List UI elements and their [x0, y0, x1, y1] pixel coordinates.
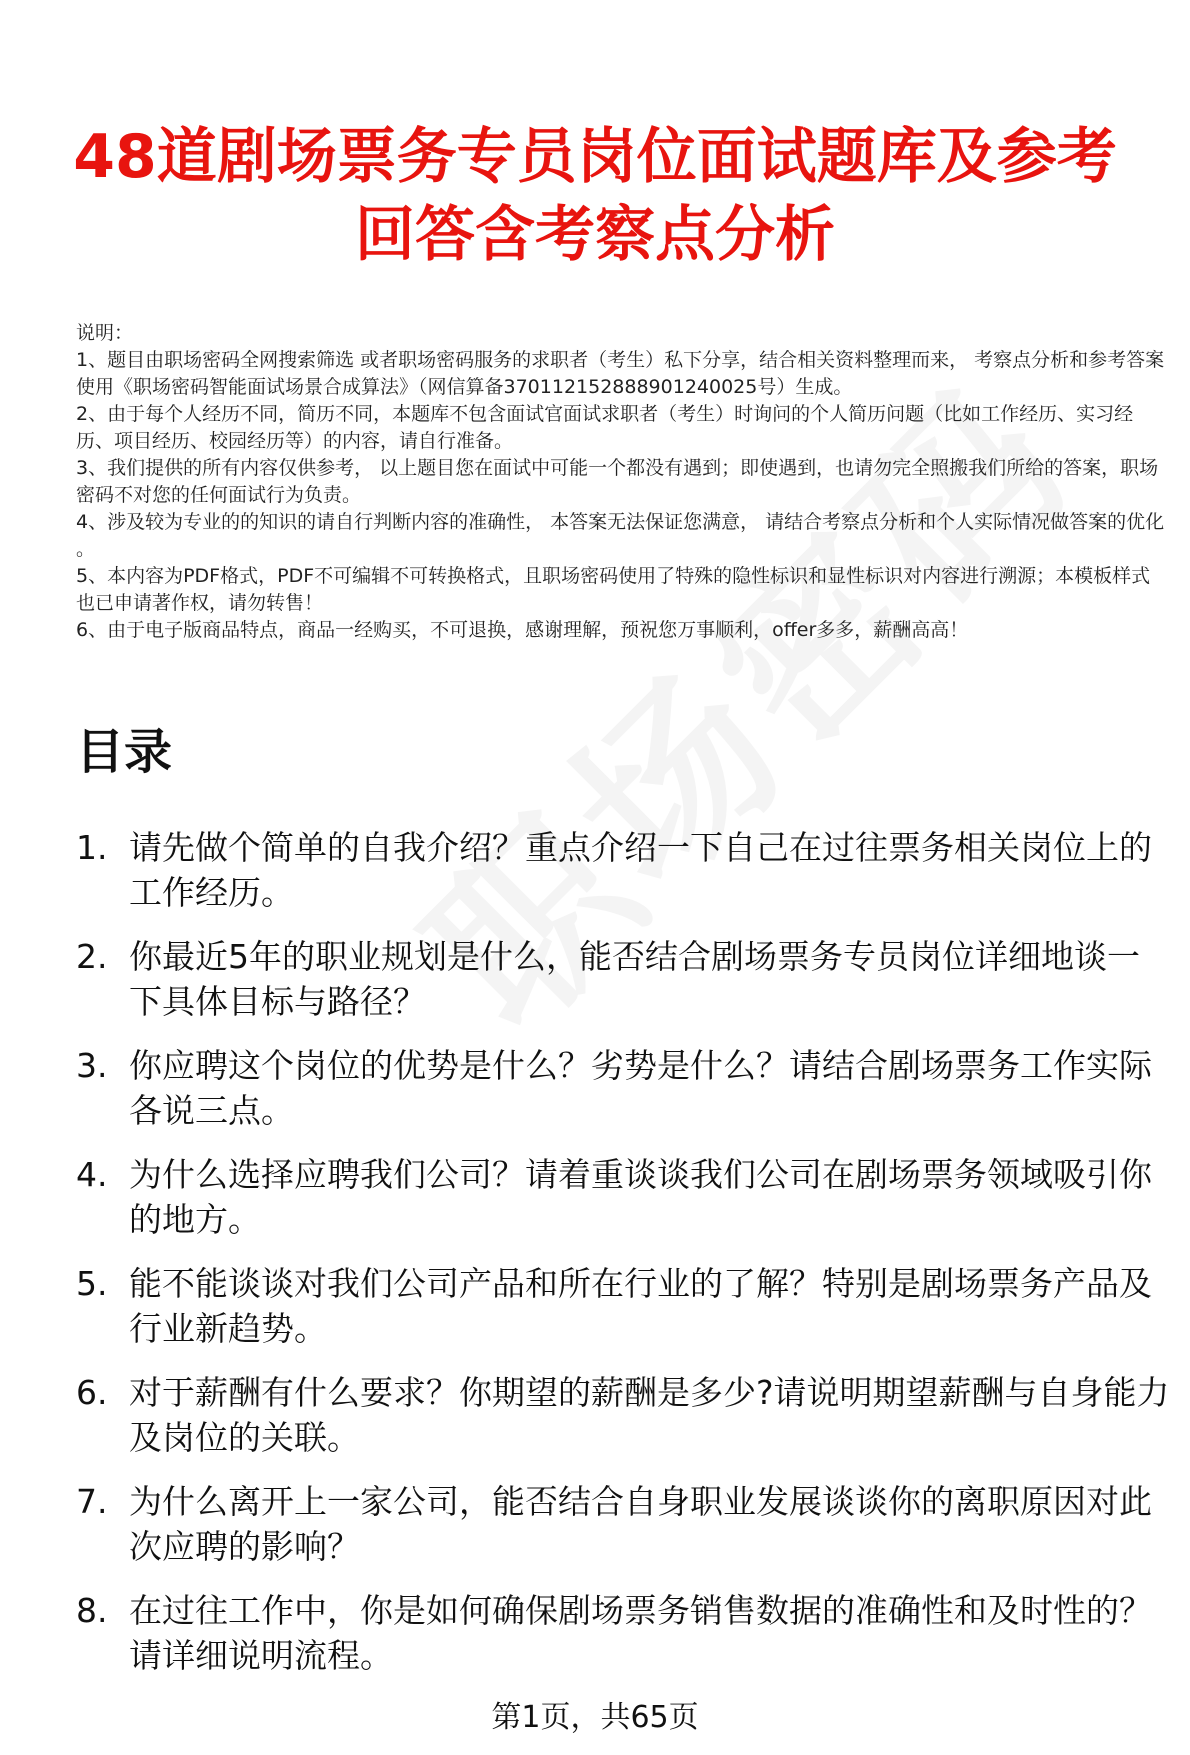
toc-item-number: 2.: [76, 937, 108, 976]
notes-item: 1、题目由职场密码全网搜索筛选 或者职场密码服务的求职者（考生）私下分享，结合相关资料整理而来， 考察点分析和参考答案使用《职场密码智能面试场景合成算法》（网信算备370112152888901240025号）生成。: [76, 349, 1165, 398]
toc-item[interactable]: [76, 1261, 1171, 1351]
toc-item-number: 3.: [76, 1046, 108, 1085]
toc-list: [76, 825, 1171, 1697]
notes-section: [76, 320, 1166, 644]
notes-item: 6、由于电子版商品特点，商品一经购买，不可退换，感谢理解，预祝您万事顺利，offer多多，薪酬高高！: [76, 619, 969, 641]
toc-item-text: 为什么选择应聘我们公司？请着重谈谈我们公司在剧场票务领域吸引你的地方。: [129, 1155, 1152, 1239]
page-number: 第1页，共65页: [491, 1700, 699, 1735]
toc-item-text: 你应聘这个岗位的优势是什么？劣势是什么？请结合剧场票务工作实际各说三点。: [129, 1046, 1152, 1130]
toc-item-text: 对于薪酬有什么要求？你期望的薪酬是多少?请说明期望薪酬与自身能力及岗位的关联。: [129, 1373, 1170, 1457]
toc-item-number: 4.: [76, 1155, 108, 1194]
notes-item: 3、我们提供的所有内容仅供参考， 以上题目您在面试中可能一个都没有遇到；即使遇到，也请勿完全照搬我们所给的答案，职场密码不对您的任何面试行为负责。: [76, 457, 1159, 506]
toc-item[interactable]: [76, 825, 1171, 915]
toc-item[interactable]: [76, 1479, 1171, 1569]
toc-item-text: 在过往工作中，你是如何确保剧场票务销售数据的准确性和及时性的？请详细说明流程。: [129, 1591, 1152, 1675]
toc-item[interactable]: [76, 1043, 1171, 1133]
toc-heading: 目录: [76, 724, 173, 780]
toc-item-number: 6.: [76, 1373, 108, 1412]
toc-item-number: 5.: [76, 1264, 108, 1303]
notes-heading: 说明：: [76, 322, 134, 344]
toc-item-text: 为什么离开上一家公司，能否结合自身职业发展谈谈你的离职原因对此次应聘的影响？: [129, 1482, 1152, 1566]
document-title: 48道剧场票务专员岗位面试题库及参考回答含考察点分析: [73, 122, 1117, 270]
toc-item-number: 1.: [76, 828, 108, 867]
toc-item[interactable]: [76, 1152, 1171, 1242]
notes-item: 4、涉及较为专业的的知识的请自行判断内容的准确性， 本答案无法保证您满意， 请结合考察点分析和个人实际情况做答案的优化 。: [76, 511, 1165, 560]
toc-item-text: 能不能谈谈对我们公司产品和所在行业的了解？特别是剧场票务产品及行业新趋势。: [129, 1264, 1152, 1348]
toc-item[interactable]: [76, 1588, 1171, 1678]
toc-item[interactable]: [76, 1370, 1171, 1460]
notes-item: 2、由于每个人经历不同，简历不同，本题库不包含面试官面试求职者（考生）时询问的个人简历问题（比如工作经历、实习经历、项目经历、校园经历等）的内容，请自行准备。: [76, 403, 1134, 452]
toc-item-text: 你最近5年的职业规划是什么，能否结合剧场票务专员岗位详细地谈一下具体目标与路径？: [129, 937, 1140, 1021]
toc-item-number: 8.: [76, 1591, 108, 1630]
toc-item-number: 7.: [76, 1482, 108, 1521]
toc-item-text: 请先做个简单的自我介绍？重点介绍一下自己在过往票务相关岗位上的工作经历。: [129, 828, 1152, 912]
notes-item: 5、本内容为PDF格式，PDF不可编辑不可转换格式，且职场密码使用了特殊的隐性标识和显性标识对内容进行溯源；本模板样式也已申请著作权，请勿转售！: [76, 565, 1151, 614]
toc-item[interactable]: [76, 934, 1171, 1024]
